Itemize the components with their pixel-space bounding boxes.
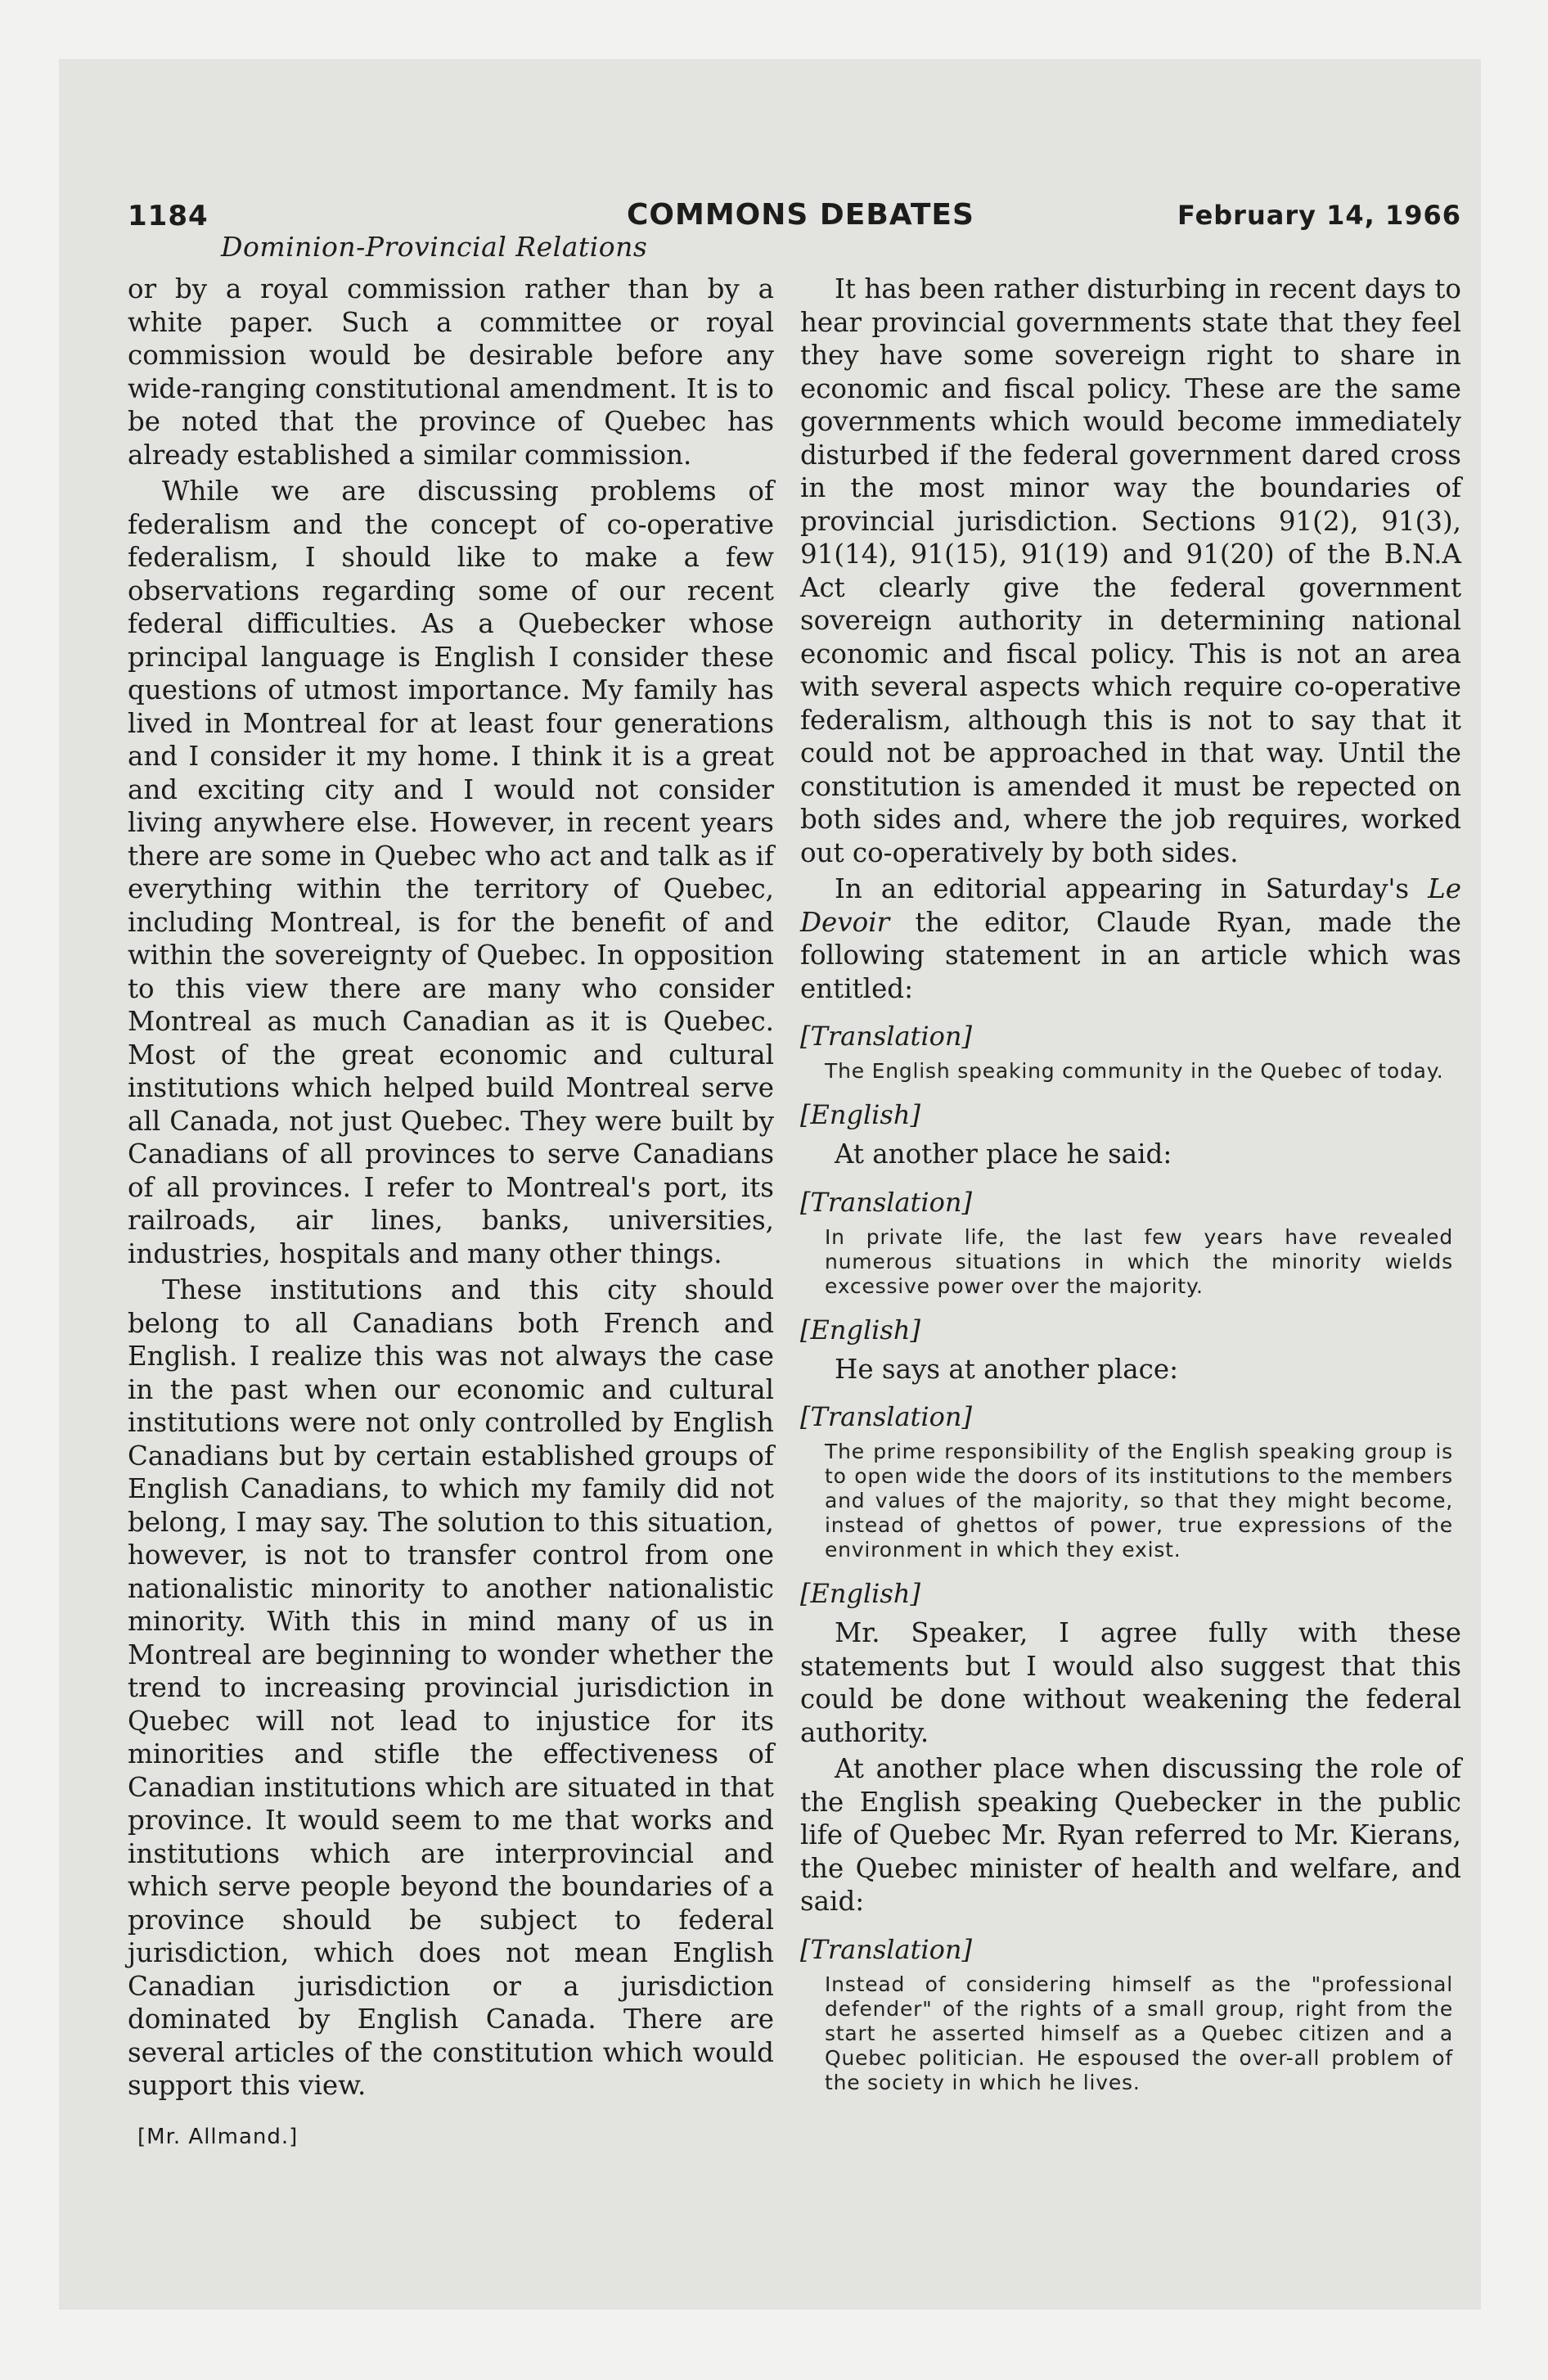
translation-label: [Translation]: [800, 1021, 972, 1052]
left-paragraph: or by a royal commission rather than by a white paper. Such a committee or royal commission would be desirable before any wide-ranging constitutional amendment. It is to be noted that the province of Quebec has already established a similar commission.: [128, 273, 774, 471]
right-column: [800, 273, 1461, 2102]
quotation: In private life, the last few years have revealed numerous situations in which the minority wields excessive power over the majority.: [825, 1224, 1453, 1298]
right-paragraph: Mr. Speaker, I agree fully with these statements but I would also suggest that this could be done without weakening the federal authority.: [800, 1617, 1461, 1748]
right-paragraph-editorial: [800, 872, 1461, 1005]
right-paragraph: At another place when discussing the role of the English speaking Quebecker in the public life of Quebec Mr. Ryan referred to Mr. Kierans, the Quebec minister of health and welfare, and said:: [800, 1753, 1461, 1917]
issue-date: February 14, 1966: [1177, 200, 1461, 231]
translation-label: [Translation]: [800, 1401, 972, 1432]
right-paragraph: It has been rather disturbing in recent days to hear provincial governments state that they feel they have some sovereign right to share in economic and fiscal policy. These are the same governments which would become immediately disturbed if the federal government dared cross in the most minor way the boundaries of provincial jurisdiction. Sections 91(2), 91(3), 91(14), 91(15), 91(19) and 91(20) of the B.N.A Act clearly give the federal government sovereign authority in determining national economic and fiscal policy. This is not an area with several aspects which require co-operative federalism, although this is not to say that it could not be approached in that way. Until the constitution is amended it must be repected on both sides and, where the job requires, worked out co-operatively by both sides.: [800, 273, 1461, 868]
newspaper-name: Le Devoir: [800, 873, 1461, 938]
section-title: Dominion-Provincial Relations: [221, 231, 648, 263]
page-number: 1184: [128, 200, 209, 232]
english-label: [English]: [800, 1099, 920, 1130]
translation-label: [Translation]: [800, 1933, 972, 1965]
quotation: The prime responsibility of the English speaking group is to open wide the doors of its institutions to the members and values of the majority, so that they might become, instead of ghettos of power, true expressions of the environment in which they exist.: [825, 1440, 1453, 1562]
editorial-text-end: the editor, Claude Ryan, made the following statement in an article which was entitled:: [800, 906, 1461, 1004]
quotation: Instead of considering himself as the "professional defender" of the rights of a small group, right from the start he asserted himself as a Quebec citizen and a Quebec politician. He espoused the over-all problem of the society in which he lives.: [825, 1972, 1453, 2094]
publication-title: COMMONS DEBATES: [627, 198, 974, 232]
left-column: [128, 273, 774, 2103]
speaker-tag: [Mr. Allmand.]: [137, 2125, 299, 2149]
transition-line: At another place he said:: [835, 1138, 1172, 1170]
english-label: [English]: [800, 1578, 920, 1609]
translation-label: [Translation]: [800, 1186, 972, 1218]
left-paragraph: These institutions and this city should belong to all Canadians both French and English. I realize this was not always the case in the past when our economic and cultural institutions were not only controlled by English Canadians but by certain established groups of English Canadians, to which my family did not belong, I may say. The solution to this situation, however, is not to transfer control from one nationalistic minority to another nationalistic minority. With this in mind many of us in Montreal are beginning to wonder whether the trend to increasing provincial jurisdiction in Quebec will not lead to injustice for its minorities and stifle the effectiveness of Canadian institutions which are situated in that province. It would seem to me that works and institutions which are interprovincial and which serve people beyond the boundaries of a province should be subject to federal jurisdiction, which does not mean English Canadian jurisdiction or a jurisdiction dominated by English Canada. There are several articles of the constitution which would support this view.: [128, 1274, 774, 2101]
transition-line: He says at another place:: [835, 1353, 1179, 1385]
quotation: The English speaking community in the Quebec of today.: [825, 1059, 1444, 1083]
left-paragraph: While we are discussing problems of federalism and the concept of co-operative federalism, I should like to make a few observations regarding some of our recent federal difficulties. As a Quebecker whose principal language is English I consider these questions of utmost importance. My family has lived in Montreal for at least four generations and I consider it my home. I think it is a great and exciting city and I would not consider living anywhere else. However, in recent years there are some in Quebec who act and talk as if everything within the territory of Quebec, including Montreal, is for the benefit of and within the sovereignty of Quebec. In opposition to this view there are many who consider Montreal as much Canadian as it is Quebec. Most of the great economic and cultural institutions which helped build Montreal serve all Canada, not just Quebec. They were built by Canadians of all provinces to serve Canadians of all provinces. I refer to Montreal's port, its railroads, air lines, banks, universities, industries, hospitals and many other things.: [128, 476, 774, 1269]
english-label: [English]: [800, 1314, 920, 1346]
editorial-text-start: In an editorial appearing in Saturday's: [835, 873, 1429, 904]
